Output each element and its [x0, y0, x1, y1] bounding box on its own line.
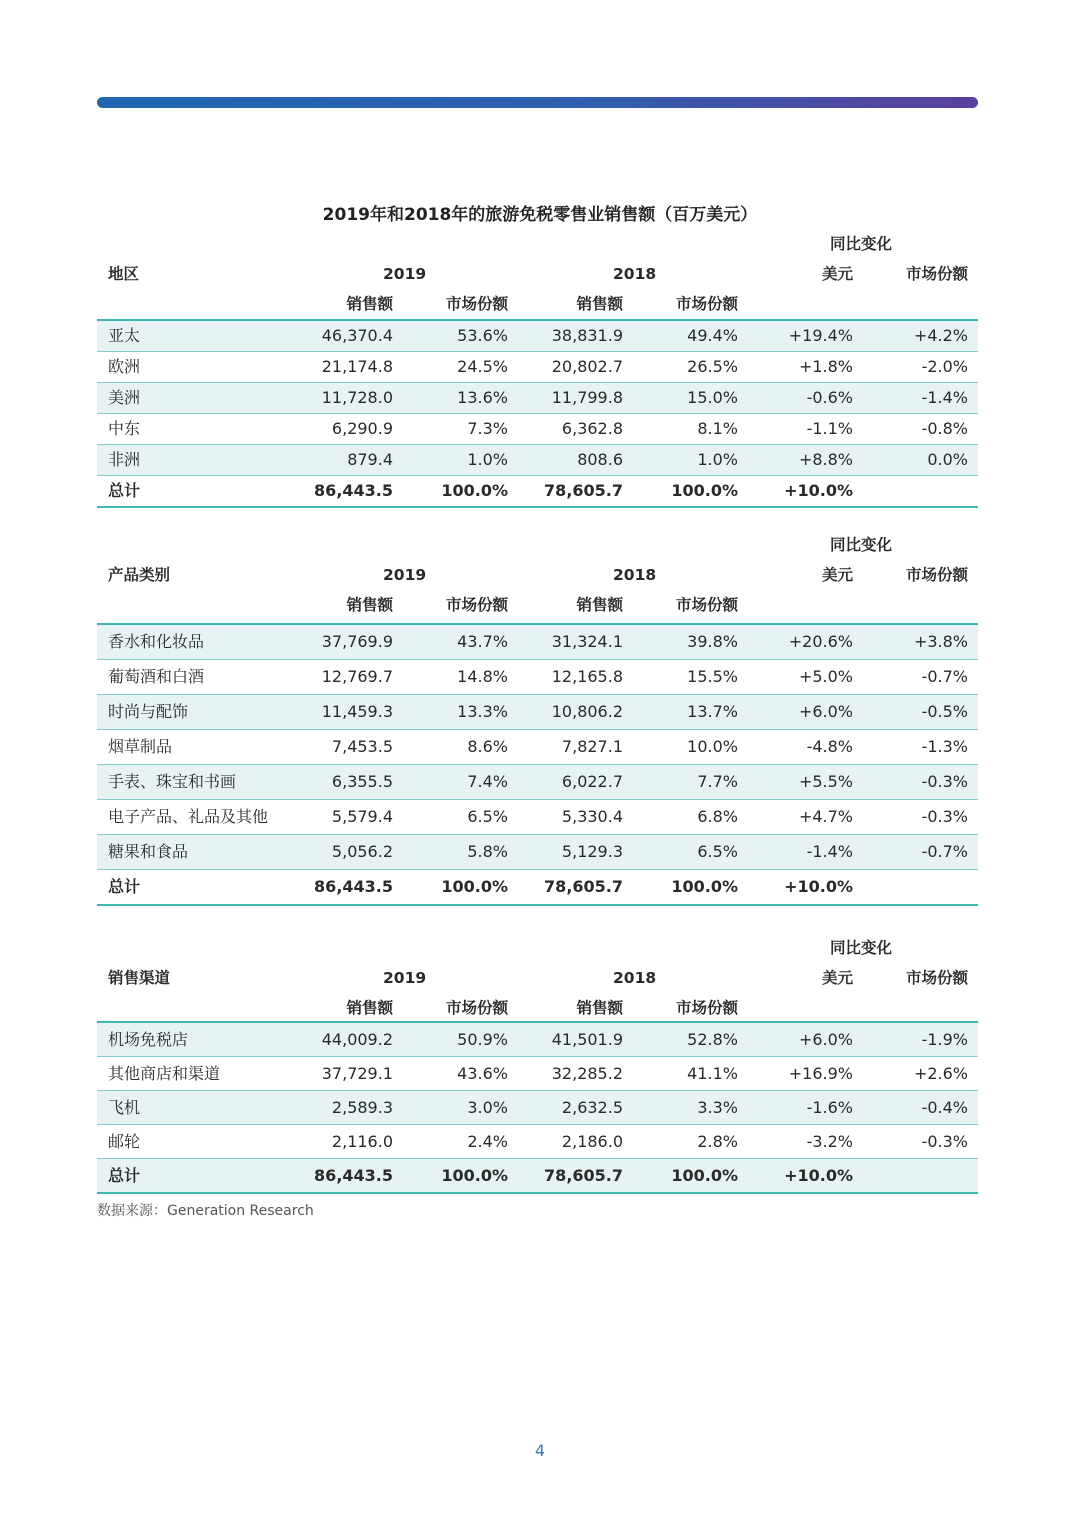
product-category-table	[97, 530, 978, 906]
yoy-group-header: 同比变化	[830, 939, 893, 957]
sales-2018-header: 销售额	[576, 999, 623, 1017]
sales-2018-header: 销售额	[576, 596, 623, 614]
table-row: 亚太 46,370.4 53.6% 38,831.9 49.4% +19.4% +4.2%	[97, 321, 978, 352]
total-row: 总计 86,443.5 100.0% 78,605.7 100.0% +10.0%	[97, 1159, 978, 1194]
table-row: 香水和化妆品 37,769.9 43.7% 31,324.1 39.8% +20.6% +3.8%	[97, 625, 978, 660]
page-title: 2019年和2018年的旅游免税零售业销售额（百万美元）	[322, 205, 758, 225]
table-row: 欧洲 21,174.8 24.5% 20,802.7 26.5% +1.8% -2.0%	[97, 352, 978, 383]
table-label: 产品类别	[108, 566, 171, 584]
table-label: 地区	[108, 265, 140, 283]
year-2019-header: 2019	[383, 969, 427, 987]
yoy-group-header: 同比变化	[830, 235, 893, 253]
usd-header: 美元	[821, 969, 853, 987]
page-number: 4	[534, 1441, 546, 1460]
usd-header: 美元	[821, 265, 853, 283]
share-2019-header: 市场份额	[445, 295, 508, 313]
table-row: 电子产品、礼品及其他 5,579.4 6.5% 5,330.4 6.8% +4.7% -0.3%	[97, 800, 978, 835]
table-label: 销售渠道	[108, 969, 171, 987]
share-change-header: 市场份额	[905, 265, 968, 283]
table-row: 机场免税店 44,009.2 50.9% 41,501.9 52.8% +6.0% -1.9%	[97, 1023, 978, 1057]
table-row: 中东 6,290.9 7.3% 6,362.8 8.1% -1.1% -0.8%	[97, 414, 978, 445]
sales-channel-table	[97, 933, 978, 1194]
share-2018-header: 市场份额	[675, 295, 738, 313]
total-row: 总计 86,443.5 100.0% 78,605.7 100.0% +10.0%	[97, 870, 978, 906]
table-row: 其他商店和渠道 37,729.1 43.6% 32,285.2 41.1% +16.9% +2.6%	[97, 1057, 978, 1091]
table-row: 美洲 11,728.0 13.6% 11,799.8 15.0% -0.6% -1.4%	[97, 383, 978, 414]
table-row: 飞机 2,589.3 3.0% 2,632.5 3.3% -1.6% -0.4%	[97, 1091, 978, 1125]
year-2018-header: 2018	[613, 969, 657, 987]
table-row: 葡萄酒和白酒 12,769.7 14.8% 12,165.8 15.5% +5.0% -0.7%	[97, 660, 978, 695]
year-2019-header: 2019	[383, 265, 427, 283]
year-2018-header: 2018	[613, 265, 657, 283]
year-2018-header: 2018	[613, 566, 657, 584]
share-2019-header: 市场份额	[445, 596, 508, 614]
table-row: 糖果和食品 5,056.2 5.8% 5,129.3 6.5% -1.4% -0.7%	[97, 835, 978, 870]
total-row: 总计 86,443.5 100.0% 78,605.7 100.0% +10.0%	[97, 476, 978, 508]
table-row: 烟草制品 7,453.5 8.6% 7,827.1 10.0% -4.8% -1.3%	[97, 730, 978, 765]
sales-2019-header: 销售额	[346, 596, 393, 614]
share-change-header: 市场份额	[905, 566, 968, 584]
share-change-header: 市场份额	[905, 969, 968, 987]
usd-header: 美元	[821, 566, 853, 584]
sales-2019-header: 销售额	[346, 999, 393, 1017]
share-2019-header: 市场份额	[445, 999, 508, 1017]
table-row: 手表、珠宝和书画 6,355.5 7.4% 6,022.7 7.7% +5.5% -0.3%	[97, 765, 978, 800]
data-source-note: 数据来源：Generation Research	[97, 1203, 314, 1219]
sales-2018-header: 销售额	[576, 295, 623, 313]
table-row: 非洲 879.4 1.0% 808.6 1.0% +8.8% 0.0%	[97, 445, 978, 476]
sales-2019-header: 销售额	[346, 295, 393, 313]
table-row: 时尚与配饰 11,459.3 13.3% 10,806.2 13.7% +6.0% -0.5%	[97, 695, 978, 730]
share-2018-header: 市场份额	[675, 999, 738, 1017]
year-2019-header: 2019	[383, 566, 427, 584]
yoy-group-header: 同比变化	[830, 536, 893, 554]
region-table	[97, 229, 978, 508]
share-2018-header: 市场份额	[675, 596, 738, 614]
table-row: 邮轮 2,116.0 2.4% 2,186.0 2.8% -3.2% -0.3%	[97, 1125, 978, 1159]
top-accent-bar	[97, 97, 978, 108]
